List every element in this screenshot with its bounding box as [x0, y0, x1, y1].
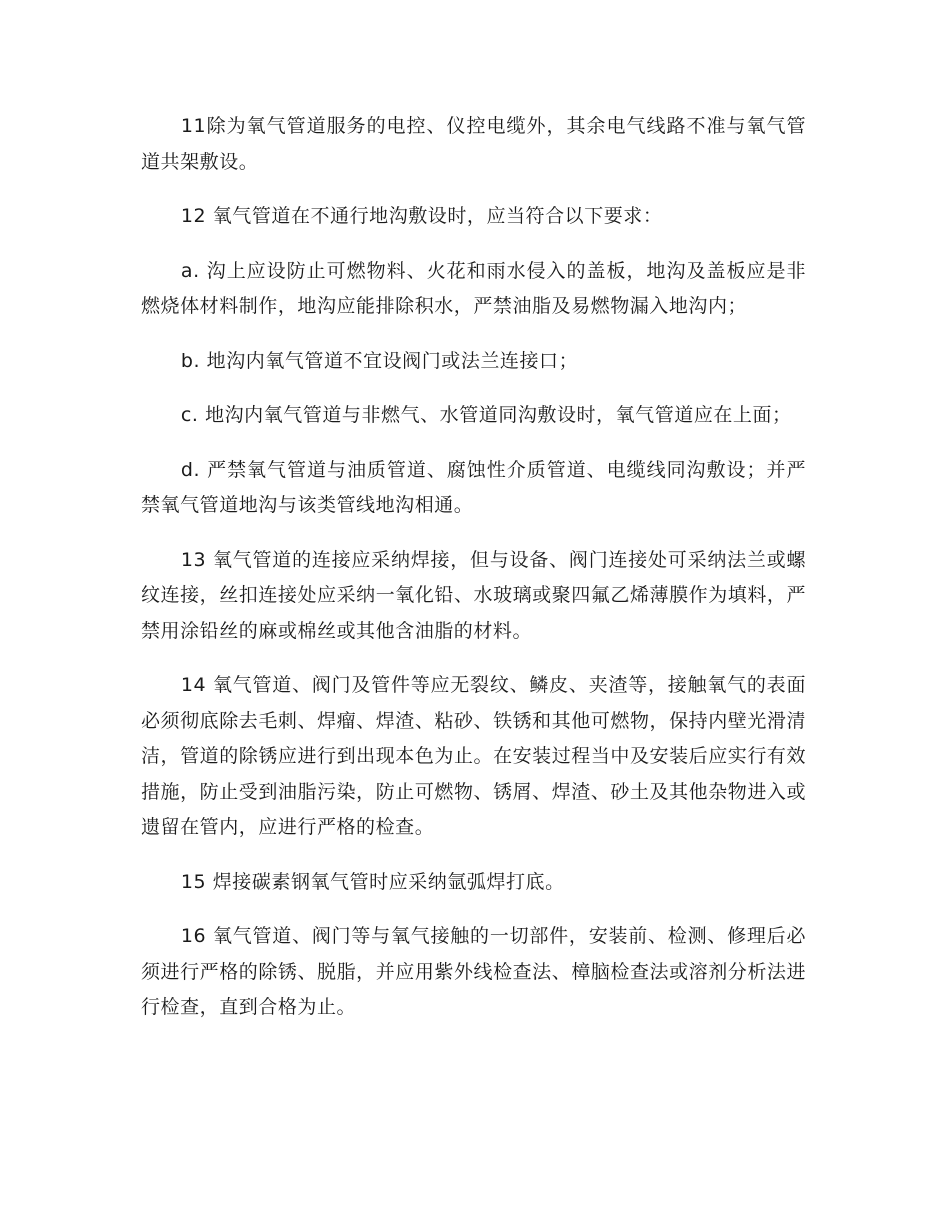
paragraph-12d: d. 严禁氧气管道与油质管道、腐蚀性介质管道、电缆线同沟敷设；并严禁氧气管道地沟与该类管线地沟相通。	[141, 458, 806, 516]
paragraph-13: 13 氧气管道的连接应采纳焊接，但与设备、阀门连接处可采纳法兰或螺纹连接，丝扣连接处应采纳一氧化铅、水玻璃或聚四氟乙烯薄膜作为填料，严禁用涂铅丝的麻或棉丝或其他含油脂的材料。	[141, 548, 806, 642]
paragraph-16: 16 氧气管道、阀门等与氧气接触的一切部件，安装前、检测、修理后必须进行严格的除锈、脱脂，并应用紫外线检查法、樟脑检查法或溶剂分析法进行检查，直到合格为止。	[141, 925, 806, 1018]
paragraph-14: 14 氧气管道、阀门及管件等应无裂纹、鳞皮、夹渣等，接触氧气的表面必须彻底除去毛刺、焊瘤、焊渣、粘砂、铁锈和其他可燃物，保持内壁光滑清洁，管道的除锈应进行到出现本色为止。在安装过程当中及安装后应实行有效措施，防止受到油脂污染，防止可燃物、锈屑、焊渣、砂土及其他杂物进入或遗留在管内，应进行严格的检查。	[141, 674, 806, 838]
document-body	[141, 109, 806, 1045]
paragraph-12a: a. 沟上应设防止可燃物料、火花和雨水侵入的盖板，地沟及盖板应是非燃烧体材料制作，地沟应能排除积水，严禁油脂及易燃物漏入地沟内；	[141, 259, 806, 317]
paragraph-11: 11除为氧气管道服务的电控、仪控电缆外，其余电气线路不准与氧气管道共架敷设。	[141, 115, 806, 173]
paragraph-15: 15 焊接碳素钢氧气管时应采纳氩弧焊打底。	[180, 870, 565, 893]
paragraph-12b: b. 地沟内氧气管道不宜设阀门或法兰连接口；	[180, 349, 579, 372]
paragraph-12c: c. 地沟内氧气管道与非燃气、水管道同沟敷设时，氧气管道应在上面；	[180, 404, 792, 426]
paragraph-12: 12 氧气管道在不通行地沟敷设时，应当符合以下要求：	[180, 205, 663, 227]
